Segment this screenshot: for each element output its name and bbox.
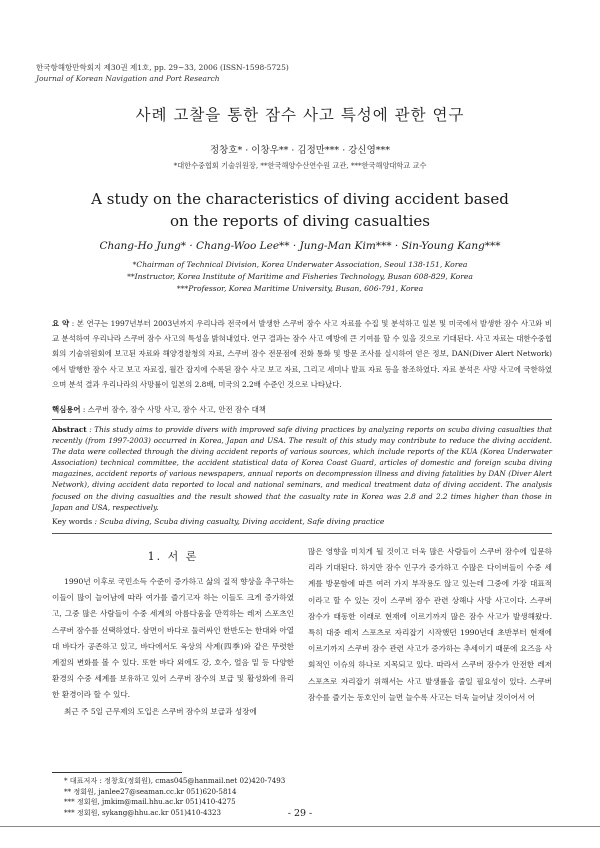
- paragraph: 많은 영향을 미치게 될 것이고 더욱 많은 사람들이 스쿠버 잠수에 입문하리라 기대된다. 하지만 잠수 인구가 증가하고 수많은 다이버들이 수중 세계를 방문함에 따른 여러 가지 부작용도 않고 있는데 그중에 가장 대표적이라고 할 수 있는 것이 스쿠버 잠수 관련 상해나 사망 사고이다. 스쿠버 잠수가 태동한 이래로 현재에 이르기까지 많은 잠수 사고가 발생해왔다. 특히 대중 레저 스포츠로 자리잡기 시작했던 1990년대 초반부터 현재에 이르기까지 스쿠버 잠수 관련 사고가 증가하는 추세이기 때문에 요즈음 사회적인 이슈의 하나로 지목되고 있다. 따라서 스쿠버 잠수가 안전한 레저 스포츠로 자리잡기 위해서는 사고 발생률을 줄일 필요성이 있다. 스쿠버 잠수를 즐기는 동호인이 늘면 늘수록 사고는 더욱 늘어날 것이어서 어: [308, 547, 552, 702]
- paragraph: 1990년 이후로 국민소득 수준이 증가하고 삶의 질적 향상을 추구하는 이들이 많이 늘어남에 따라 여가를 즐기고자 하는 이들도 크게 증가하였고, 그중 많은 사람들이 수중 세계의 아름다움을 만끽하는 레저 스포츠인 스쿠버 잠수를 선택하였다. 삼면이 바다로 둘러싸인 한반도는 한대와 아열대 바다가 공존하고 있고, 바다에서도 육상의 사계(四季)와 같은 뚜렷한 계절의 변화를 볼 수 있다. 또한 바다 외에도 강, 호수, 얼음 밑 등 다양한 환경의 수중 세계를 보유하고 있어 스쿠버 잠수의 보급 및 활성화에 유리한 환경이라 할 수 있다.: [52, 577, 294, 700]
- page-number: - 29 -: [287, 808, 313, 819]
- abstract-english-label: Abstract: [52, 425, 87, 434]
- divider-top: [52, 419, 552, 420]
- journal-line-ko: 한국항해항만학회지 제30권 제1호, pp. 29~33, 2006 (ISSN-1598-5725): [36, 63, 289, 72]
- authors-english: Chang-Ho Jung* · Chang-Woo Lee** · Jung-Man Kim*** · Sin-Young Kang***: [99, 240, 501, 252]
- footnote: *** 정회원, sykang@hhu.ac.kr 051)410-4323: [64, 807, 222, 817]
- affiliation-2: **Instructor, Korea Institute of Maritime and Fisheries Technology, Busan 608-829, Korea: [127, 272, 473, 281]
- affiliations-korean: *대한수중협회 기술위원장, **한국해양수산연수원 교관, ***한국해양대학교 교수: [173, 161, 427, 170]
- affiliation-3: ***Professor, Korea Maritime University, Busan, 606-791, Korea: [176, 284, 424, 293]
- keywords-korean: [52, 404, 552, 415]
- keywords-korean-text: : 스쿠버 잠수, 잠수 사망 사고, 잠수 사고, 안전 잠수 대책: [80, 405, 266, 414]
- footnote: *** 정회원, jmkim@mail.hhu.ac.kr 051)410-4275: [64, 797, 236, 807]
- keywords-english-text: : Scuba diving, Scuba diving casualty, Diving accident, Safe diving practice: [92, 517, 385, 526]
- keywords-english-label: Key words: [52, 517, 93, 526]
- abstract-english-text: : This study aims to provide divers with improved safe diving practices by analyzing reports on scuba diving casualties that recently (from 1997-2003) occurred in Korea, Japan and USA. The result of this study may contribute to reduce the diving accident. The data were collected through the diving accident reports of various sources, which include reports of the KUA (Korea Underwater Association) technical committee, the accident statistical data of Korea Coast Guard, articles of domestic and foreign scuba diving magazines, accident reports of various newspapers, annual reports on decompression illness and diving fatalities by DAN (Diver Alert Network), diving accident data reported to local and national seminars, and medical treatment data of diving accident. The analysis focused on the diving casualties and the result showed that the casualty rate in Korea was 2.8 and 2.2 times higher than those in Japan and USA, respectively.: [52, 425, 552, 512]
- footnote: * 대표저자 : 정창호(정회원), cmas045@hanmail.net 02)420-7493: [64, 776, 286, 785]
- title-english: [0, 188, 600, 232]
- section-heading-intro: 1. 서 론: [147, 550, 199, 563]
- journal-info: [36, 62, 289, 84]
- affiliations-english: [0, 259, 600, 295]
- affiliation-1: *Chairman of Technical Division, Korea Underwater Association, Seoul 138-151, Korea: [132, 260, 468, 269]
- authors-korean: 정창호* · 이창우** · 김정만*** · 강신영***: [209, 145, 391, 156]
- title-english-line-2: on the reports of diving casualties: [169, 212, 431, 230]
- keywords-english: [52, 517, 552, 526]
- abstract-korean: [52, 316, 552, 392]
- abstract-korean-text: : 본 연구는 1997년부터 2003년까지 우리나라 전국에서 발생한 스쿠버 잠수 사고 자료를 수집 및 분석하고 일본 및 미국에서 발생한 잠수 사고와 비교 분석하여 우리나라 스쿠버 잠수 사고의 특성을 밝혀내었다. 연구 결과는 잠수 사고 예방에 큰 기여를 할 수 있을 것으로 기대된다. 사고 자료는 대한수중협회의 기술위원회에 보고된 자료와 해양경찰청의 자료, 스쿠버 잠수 전문점에 전화 통화 및 방문 조사를 실시하여 얻은 정보, DAN(Diver Alert Network)에서 발행한 잠수 사고 보고 자료집, 월간 잡지에 수록된 잠수 사고 보고 자료, 그리고 세미나 발표 자료 등을 참조하였다. 자료 분석은 사망 사고에 국한하였으며 분석 결과 우리나라의 사망률이 일본의 2.8배, 미국의 2.2배 수준인 것으로 나타났다.: [52, 319, 552, 389]
- journal-line-en: Journal of Korean Navigation and Port Research: [36, 74, 220, 83]
- footnote-rule: [52, 772, 182, 773]
- paragraph: 최근 주 5일 근무제의 도입은 스쿠버 잠수의 보급과 성장에: [64, 706, 257, 716]
- abstract-korean-label: 요 약: [52, 319, 70, 328]
- footnote: ** 정회원, janlee27@seaman.cc.kr 051)620-5814: [64, 786, 237, 796]
- abstract-english: [52, 424, 552, 513]
- title-korean: 사례 고찰을 통한 잠수 사고 특성에 관한 연구: [135, 106, 465, 124]
- body-column-right: [308, 544, 552, 706]
- title-english-line-1: A study on the characteristics of diving accident based: [91, 190, 509, 208]
- page-bottom-rule: [0, 826, 600, 827]
- divider-bottom: [52, 533, 552, 534]
- keywords-korean-label: 핵심용어: [52, 405, 81, 414]
- body-column-left: [52, 574, 294, 720]
